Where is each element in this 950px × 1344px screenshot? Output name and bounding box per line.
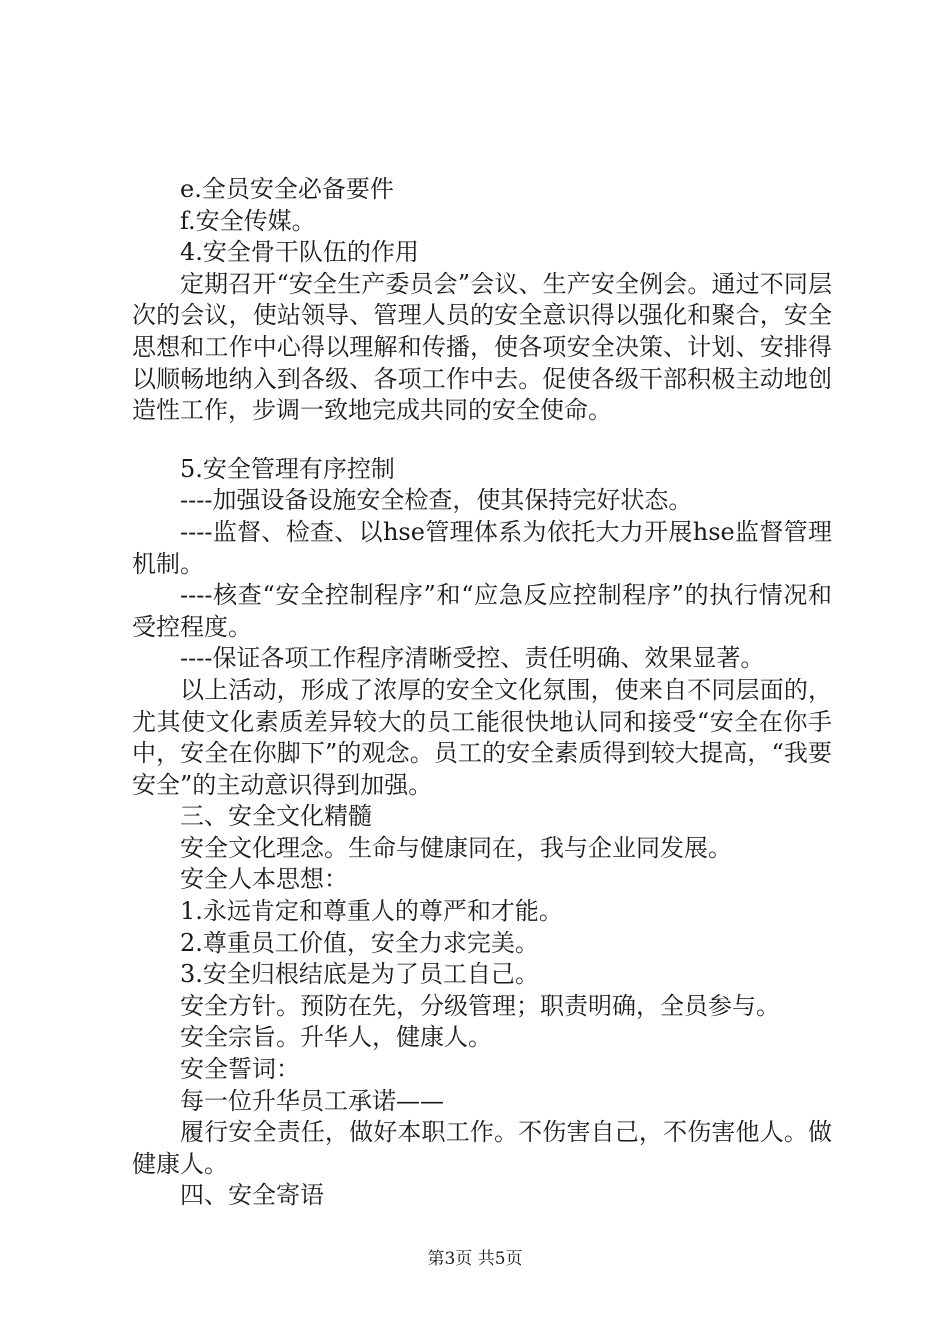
paragraph-philosophy: 安全文化理念。生命与健康同在，我与企业同发展。 [180, 833, 732, 862]
paragraph-oath-title: 安全誓词： [180, 1055, 300, 1084]
paragraph-policy: 安全方针。预防在先，分级管理；职责明确，全员参与。 [180, 991, 780, 1020]
list-item-3: 3.安全归根结底是为了员工自己。 [180, 960, 539, 989]
paragraph-f: f.安全传媒。 [180, 206, 316, 235]
heading-section-4: 四、安全寄语 [180, 1181, 324, 1210]
heading-4: 4.安全骨干队伍的作用 [180, 238, 419, 267]
paragraph-e: e.全员安全必备要件 [180, 175, 394, 203]
paragraph-purpose: 安全宗旨。升华人，健康人。 [180, 1023, 492, 1052]
paragraph-meetings: 定期召开“安全生产委员会”会议、生产安全例会。通过不同层次的会议，使站领导、管理人员的安全意识得以强化和聚合，安全思想和工作中心得以理解和传播，使各项安全决策、计划、安排得以顺畅地纳入到各级、各项工作中去。促使各级干部积极主动地创造性工作，步调一致地完成共同的安全使命。 [132, 269, 832, 425]
heading-5: 5.安全管理有序控制 [180, 454, 395, 483]
spacer [132, 427, 832, 454]
paragraph-humanism: 安全人本思想： [180, 865, 348, 894]
paragraph-oath: 履行安全责任，做好本职工作。不伤害自己，不伤害他人。做健康人。 [132, 1118, 832, 1178]
paragraph-summary: 以上活动，形成了浓厚的安全文化氛围，使来自不同层面的，尤其使文化素质差异较大的员工能很快地认同和接受“安全在你手中，安全在你脚下”的观念。员工的安全素质得到较大提高，“我要安全”的主动意识得到加强。 [132, 675, 832, 799]
list-item-clarity: ----保证各项工作程序清晰受控、责任明确、效果显著。 [180, 644, 765, 673]
list-item-1: 1.永远肯定和尊重人的尊严和才能。 [180, 897, 563, 926]
paragraph-oath-intro: 每一位升华员工承诺—— [180, 1086, 444, 1115]
list-item-procedures: ----核查“安全控制程序”和“应急反应控制程序”的执行情况和受控程度。 [132, 581, 832, 641]
document-body [132, 174, 832, 1212]
list-item-hse: ----监督、检查、以hse管理体系为依托大力开展hse监督管理机制。 [132, 517, 832, 578]
page-number-footer: 第3页 共5页 [427, 1249, 523, 1269]
list-item-2: 2.尊重员工价值，安全力求完美。 [180, 928, 539, 957]
list-item-inspection: ----加强设备设施安全检查，使其保持完好状态。 [180, 486, 693, 515]
heading-section-3: 三、安全文化精髓 [180, 802, 372, 831]
